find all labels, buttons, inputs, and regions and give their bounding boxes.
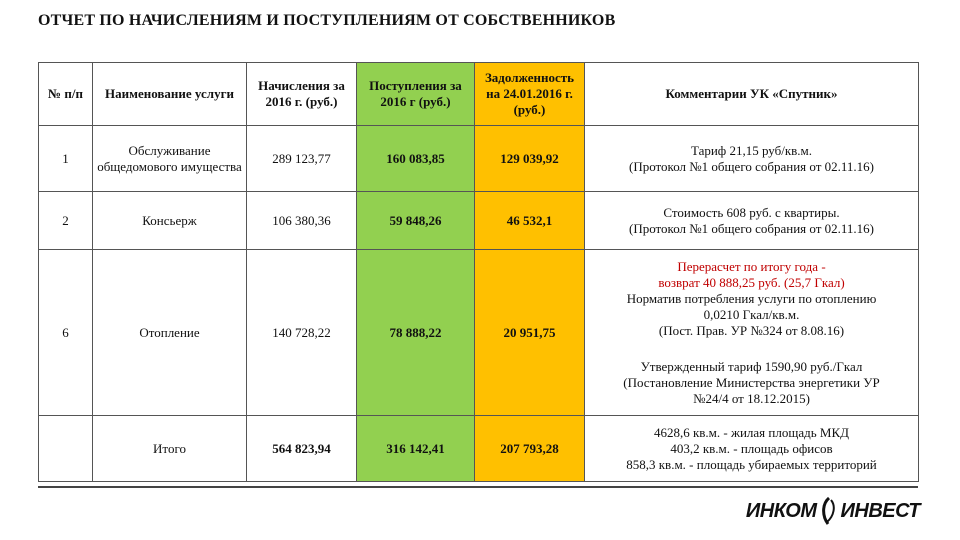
comment-line: (Протокол №1 общего собрания от 02.11.16) — [629, 220, 874, 236]
row-received: 59 848,26 — [357, 192, 475, 250]
table-row — [39, 250, 919, 416]
total-received: 316 142,41 — [357, 416, 475, 482]
row-accrued: 140 728,22 — [247, 250, 357, 416]
row-debt: 129 039,92 — [475, 126, 585, 192]
total-row — [39, 416, 919, 482]
table-row — [39, 126, 919, 192]
header-comments: Комментарии УК «Спутник» — [585, 63, 919, 126]
header-service: Наименование услуги — [93, 63, 247, 126]
row-comment — [585, 250, 919, 416]
comment-line: Утвержденный тариф 1590,90 руб./Гкал — [640, 358, 863, 374]
row-service: Обслуживание общедомового имущества — [93, 126, 247, 192]
comment-highlight-line: Перерасчет по итогу года - — [677, 258, 826, 274]
header-received: Поступления за 2016 г (руб.) — [357, 63, 475, 126]
comment-spacer — [589, 339, 914, 359]
total-accrued: 564 823,94 — [247, 416, 357, 482]
comment-line: (Протокол №1 общего собрания от 02.11.16) — [629, 158, 874, 174]
header-debt: Задолженность на 24.01.2016 г. (руб.) — [475, 63, 585, 126]
row-comment — [585, 126, 919, 192]
row-debt: 46 532,1 — [475, 192, 585, 250]
logo-text-left: ИНКОМ — [745, 499, 817, 522]
company-logo — [746, 496, 920, 526]
logo-text-right: ИНВЕСТ — [840, 499, 920, 522]
comment-line: №24/4 от 18.12.2015) — [693, 390, 810, 406]
total-num — [39, 416, 93, 482]
row-service: Консьерж — [93, 192, 247, 250]
total-comment — [585, 416, 919, 482]
logo-swirl-icon — [818, 496, 838, 526]
comment-line: Стоимость 608 руб. с квартиры. — [663, 204, 840, 220]
comment-highlight-line: возврат 40 888,25 руб. (25,7 Гкал) — [658, 274, 845, 290]
row-num: 2 — [39, 192, 93, 250]
row-accrued: 289 123,77 — [247, 126, 357, 192]
total-debt: 207 793,28 — [475, 416, 585, 482]
footer-divider — [38, 486, 918, 488]
row-debt: 20 951,75 — [475, 250, 585, 416]
row-received: 160 083,85 — [357, 126, 475, 192]
row-accrued: 106 380,36 — [247, 192, 357, 250]
row-num: 1 — [39, 126, 93, 192]
comment-line: 403,2 кв.м. - площадь офисов — [670, 440, 833, 456]
header-accrued: Начисления за 2016 г. (руб.) — [247, 63, 357, 126]
comment-line: 858,3 кв.м. - площадь убираемых территорий — [626, 456, 877, 472]
comment-line: (Постановление Министерства энергетики УР — [623, 374, 880, 390]
comment-line: 4628,6 кв.м. - жилая площадь МКД — [653, 424, 850, 440]
comment-line: Норматив потребления услуги по отоплению — [626, 290, 877, 306]
header-num: № п/п — [39, 63, 93, 126]
table-header-row — [39, 63, 919, 126]
comment-line: Тариф 21,15 руб/кв.м. — [690, 142, 813, 158]
row-received: 78 888,22 — [357, 250, 475, 416]
row-comment — [585, 192, 919, 250]
table-row — [39, 192, 919, 250]
row-num: 6 — [39, 250, 93, 416]
row-service: Отопление — [93, 250, 247, 416]
comment-line: 0,0210 Гкал/кв.м. — [703, 306, 800, 322]
comment-line: (Пост. Прав. УР №324 от 8.08.16) — [658, 322, 845, 338]
page-title: ОТЧЕТ ПО НАЧИСЛЕНИЯМ И ПОСТУПЛЕНИЯМ ОТ СОБСТВЕННИКОВ — [38, 12, 616, 29]
report-table — [38, 62, 919, 482]
total-label: Итого — [93, 416, 247, 482]
